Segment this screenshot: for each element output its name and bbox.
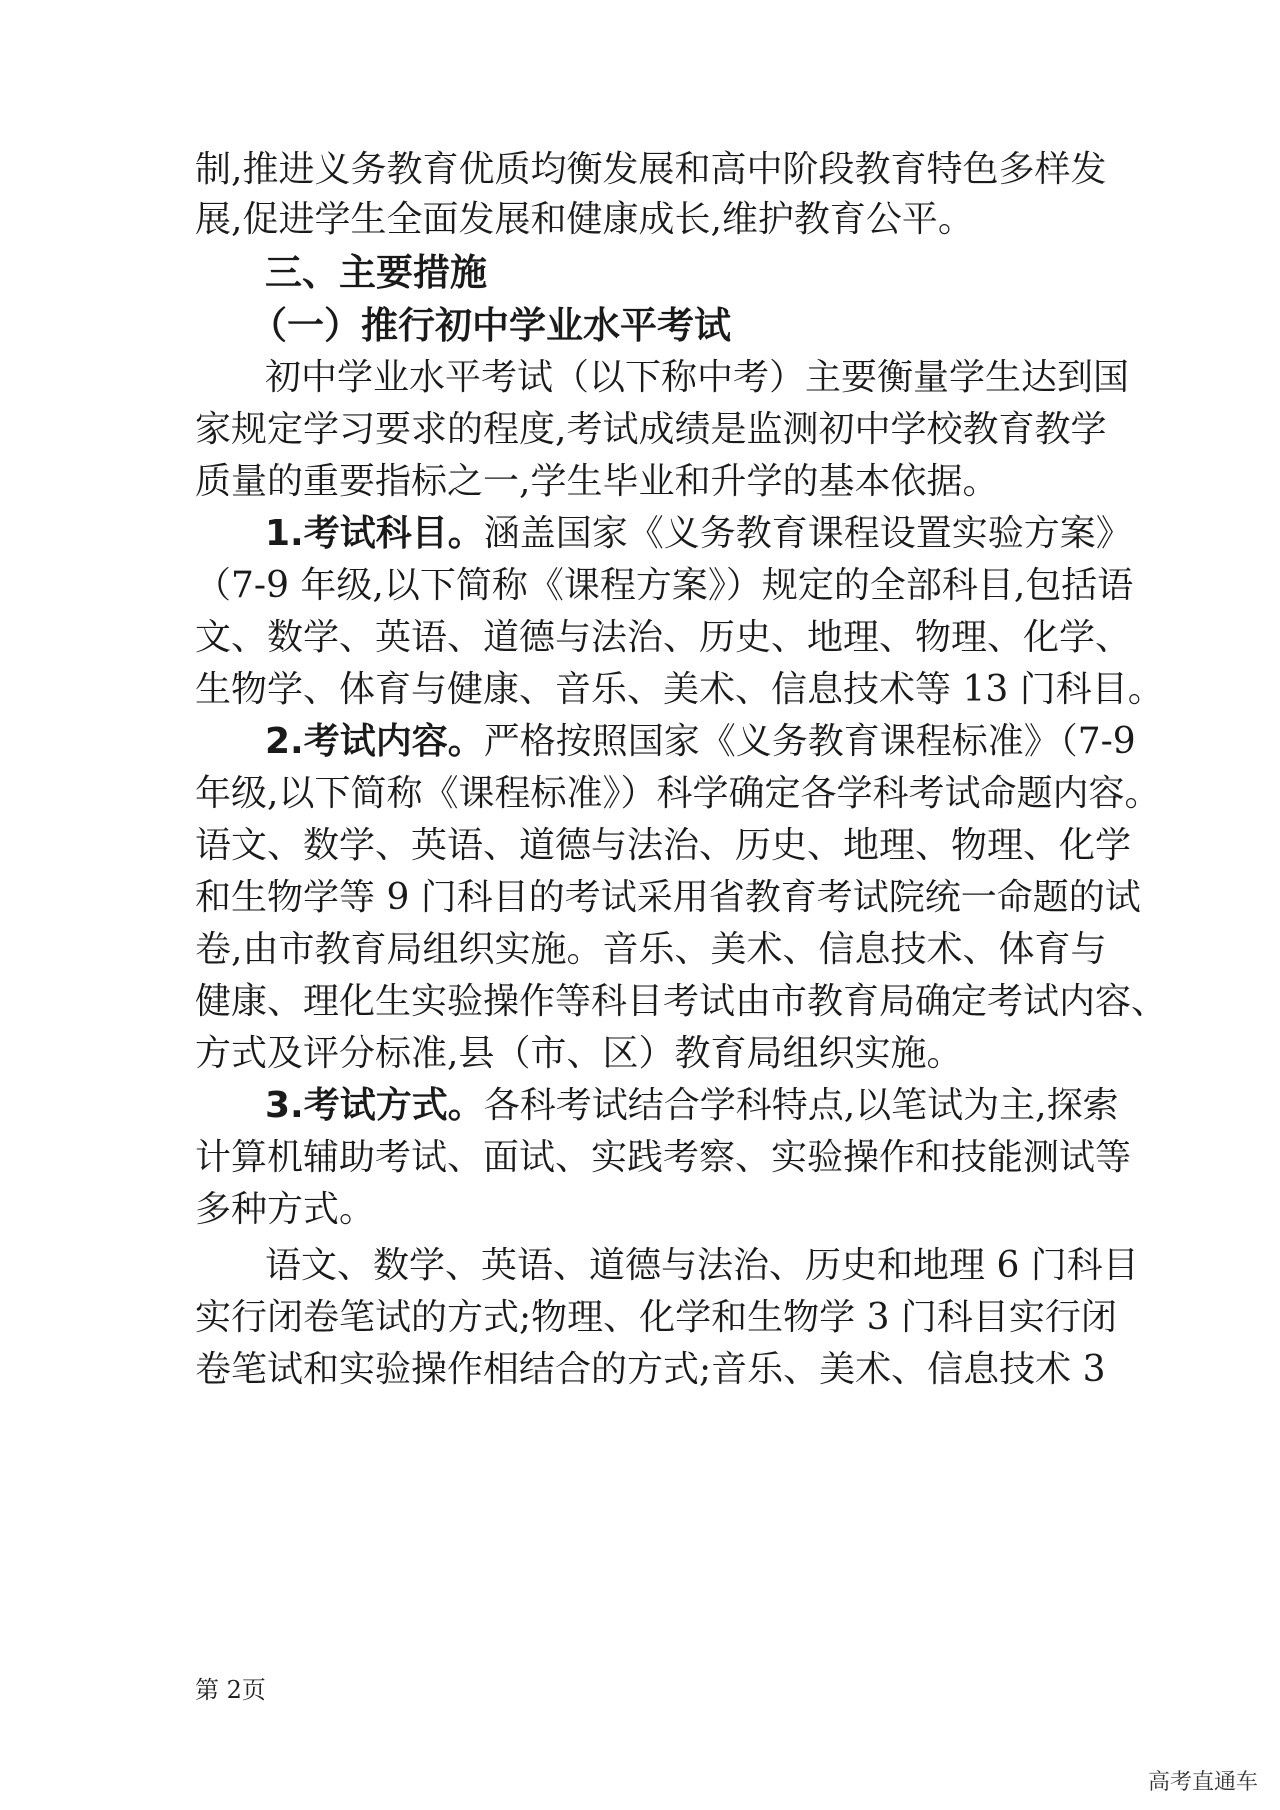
body-line: （7-9 年级,以下简称《课程方案》）规定的全部科目,包括语 bbox=[195, 565, 1134, 606]
body-text: 涵盖国家《义务教育课程设置实验方案》 bbox=[483, 513, 1132, 554]
paragraph-line bbox=[265, 1085, 1119, 1126]
body-line: 生物学、体育与健康、音乐、美术、信息技术等 13 门科目。 bbox=[195, 669, 1164, 710]
watermark-text: 高考直通车 bbox=[1148, 1770, 1259, 1795]
body-line: 计算机辅助考试、面试、实践考察、实验操作和技能测试等 bbox=[195, 1137, 1132, 1178]
body-line: 实行闭卷笔试的方式;物理、化学和生物学 3 门科目实行闭 bbox=[195, 1297, 1117, 1338]
subsection-heading: （一）推行初中学业水平考试 bbox=[250, 304, 731, 347]
section-heading: 三、主要措施 bbox=[265, 251, 487, 294]
body-line: 健康、理化生实验操作等科目考试由市教育局确定考试内容、 bbox=[195, 981, 1168, 1022]
body-line: 语文、数学、英语、道德与法治、历史和地理 6 门科目 bbox=[265, 1245, 1139, 1286]
item-heading: 3.考试方式。 bbox=[265, 1085, 484, 1126]
body-line: 年级,以下简称《课程标准》）科学确定各学科考试命题内容。 bbox=[195, 773, 1161, 814]
body-line: 卷笔试和实验操作相结合的方式;音乐、美术、信息技术 3 bbox=[195, 1349, 1106, 1390]
body-text: 严格按照国家《义务教育课程标准》（7-9 bbox=[483, 721, 1136, 762]
body-line: 家规定学习要求的程度,考试成绩是监测初中学校教育教学 bbox=[195, 409, 1107, 450]
body-line: 方式及评分标准,县（市、区）教育局组织实施。 bbox=[195, 1033, 963, 1074]
body-line: 初中学业水平考试（以下称中考）主要衡量学生达到国 bbox=[265, 357, 1130, 398]
body-line: 语文、数学、英语、道德与法治、历史、地理、物理、化学 bbox=[195, 825, 1132, 866]
body-line: 展,促进学生全面发展和健康成长,维护教育公平。 bbox=[195, 199, 974, 240]
body-line: 卷,由市教育局组织实施。音乐、美术、信息技术、体育与 bbox=[195, 929, 1107, 970]
body-text: 各科考试结合学科特点,以笔试为主,探索 bbox=[483, 1085, 1119, 1126]
body-line: 和生物学等 9 门科目的考试采用省教育考试院统一命题的试 bbox=[195, 877, 1141, 918]
body-line: 文、数学、英语、道德与法治、历史、地理、物理、化学、 bbox=[195, 617, 1132, 658]
paragraph-line bbox=[265, 721, 1136, 762]
paragraph-line bbox=[265, 513, 1132, 554]
body-line: 多种方式。 bbox=[195, 1189, 376, 1230]
body-line: 质量的重要指标之一,学生毕业和升学的基本依据。 bbox=[195, 461, 999, 502]
item-heading: 1.考试科目。 bbox=[265, 513, 484, 554]
page-number: 第 2页 bbox=[195, 1676, 266, 1704]
body-line: 制,推进义务教育优质均衡发展和高中阶段教育特色多样发 bbox=[195, 149, 1107, 190]
item-heading: 2.考试内容。 bbox=[265, 721, 484, 762]
